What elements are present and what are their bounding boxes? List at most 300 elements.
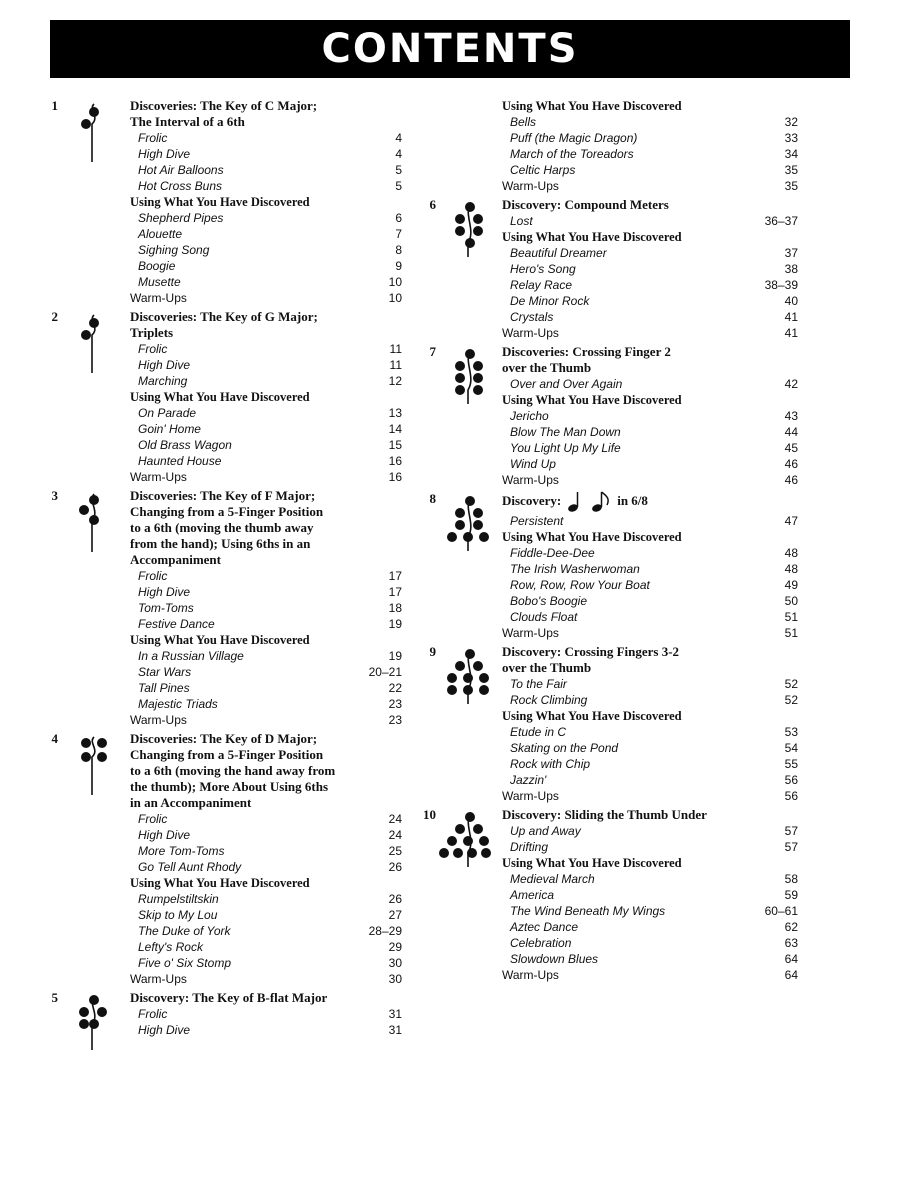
contents-row[interactable] <box>130 258 402 274</box>
section-title-line: over the Thumb <box>502 360 592 375</box>
section <box>51 990 402 1038</box>
page-number: 41 <box>784 326 798 340</box>
piece-title: Persistent <box>510 514 564 528</box>
piece-title: Clouds Float <box>510 610 578 624</box>
contents-row[interactable] <box>502 951 798 967</box>
piece-title: Boogie <box>138 259 176 273</box>
warm-ups-row[interactable] <box>130 712 402 728</box>
section-title-line: the thumb); More About Using 6ths <box>130 779 329 794</box>
piece-title: Rumpelstiltskin <box>138 892 219 906</box>
section-number: 2 <box>51 309 58 324</box>
contents-row[interactable] <box>502 213 798 229</box>
section-title-line: Discovery: The Key of B-flat Major <box>130 990 328 1005</box>
page-number: 5 <box>395 179 402 193</box>
subheading: Using What You Have Discovered <box>130 390 310 404</box>
page-number: 49 <box>784 578 798 592</box>
contents-row[interactable] <box>502 919 798 935</box>
contents-row[interactable] <box>130 664 402 680</box>
contents-row[interactable] <box>130 341 402 357</box>
piece-title: The Wind Beneath My Wings <box>510 904 666 918</box>
page-number: 20–21 <box>368 665 402 679</box>
contents-row[interactable] <box>502 839 798 855</box>
piece-title: Tall Pines <box>138 681 190 695</box>
piece-title: Go Tell Aunt Rhody <box>138 860 242 874</box>
page-number: 36–37 <box>764 214 798 228</box>
contents-row[interactable] <box>130 210 402 226</box>
section-title-line: from the hand); Using 6ths in an <box>130 536 311 551</box>
contents-row[interactable] <box>502 245 798 261</box>
tree-icon <box>438 493 498 553</box>
page-number: 30 <box>388 956 402 970</box>
subheading: Using What You Have Discovered <box>130 195 310 209</box>
page-number: 24 <box>388 828 402 842</box>
piece-title: Shepherd Pipes <box>138 211 224 225</box>
page-number: 26 <box>388 860 402 874</box>
piece-title: Frolic <box>138 1007 168 1021</box>
page-number: 19 <box>388 649 402 663</box>
warm-ups-row[interactable] <box>502 472 798 488</box>
page-number: 14 <box>388 422 402 436</box>
contents-row[interactable] <box>502 724 798 740</box>
section-title-line: in an Accompaniment <box>130 795 252 810</box>
piece-title: Majestic Triads <box>138 697 218 711</box>
page-number: 7 <box>395 227 402 241</box>
page-number: 11 <box>389 358 402 372</box>
piece-title: Blow The Man Down <box>510 425 621 439</box>
section <box>429 344 798 488</box>
page-number: 52 <box>784 693 798 707</box>
page-number: 24 <box>388 812 402 826</box>
contents-row[interactable] <box>130 680 402 696</box>
warm-ups-row[interactable] <box>130 290 402 306</box>
section-title-line: Discoveries: Crossing Finger 2 <box>502 344 671 359</box>
contents-row[interactable] <box>502 261 798 277</box>
contents-row[interactable] <box>130 130 402 146</box>
contents-row[interactable] <box>130 568 402 584</box>
warm-ups-row[interactable] <box>502 625 798 641</box>
contents-row[interactable] <box>130 178 402 194</box>
piece-title: High Dive <box>138 585 191 599</box>
section-title-line: Discovery: Sliding the Thumb Under <box>502 807 707 822</box>
contents-row[interactable] <box>130 600 402 616</box>
page-number: 18 <box>388 601 402 615</box>
piece-title: In a Russian Village <box>138 649 244 663</box>
piece-title: Haunted House <box>138 454 222 468</box>
section-title-line: Discoveries: The Key of C Major; <box>130 98 318 113</box>
page-number: 53 <box>784 725 798 739</box>
page-number: 38 <box>784 262 798 276</box>
page-number: 45 <box>784 441 798 455</box>
left-column <box>51 98 402 1041</box>
warm-ups-label: Warm-Ups <box>502 326 559 340</box>
subheading: Using What You Have Discovered <box>130 633 310 647</box>
page-number: 4 <box>395 131 402 145</box>
page-number: 51 <box>784 626 798 640</box>
contents-row[interactable] <box>130 811 402 827</box>
piece-title: Skip to My Lou <box>138 908 218 922</box>
tree-icon <box>62 311 122 375</box>
warm-ups-row[interactable] <box>130 469 402 485</box>
contents-row[interactable] <box>502 277 798 293</box>
contents-row[interactable] <box>502 130 798 146</box>
contents-row[interactable] <box>502 513 798 529</box>
section-title-line: Changing from a 5-Finger Position <box>130 504 324 519</box>
warm-ups-row[interactable] <box>502 967 798 983</box>
piece-title: Tom-Toms <box>138 601 194 615</box>
piece-title: Old Brass Wagon <box>138 438 232 452</box>
page-number: 4 <box>395 147 402 161</box>
warm-ups-row[interactable] <box>502 325 798 341</box>
page-number: 44 <box>784 425 798 439</box>
contents-row[interactable] <box>130 584 402 600</box>
contents-row[interactable] <box>502 293 798 309</box>
contents-row[interactable] <box>502 887 798 903</box>
contents-row[interactable] <box>130 226 402 242</box>
piece-title: Frolic <box>138 131 168 145</box>
warm-ups-label: Warm-Ups <box>502 789 559 803</box>
page-number: 35 <box>784 163 798 177</box>
contents-row[interactable] <box>130 648 402 664</box>
contents-row[interactable] <box>130 843 402 859</box>
section <box>423 807 798 983</box>
page-number: 34 <box>784 147 798 161</box>
piece-title: To the Fair <box>510 677 567 691</box>
subheading: Using What You Have Discovered <box>502 856 682 870</box>
section <box>51 98 402 306</box>
page-number: 51 <box>784 610 798 624</box>
tree-icon-wrap <box>438 493 498 558</box>
page-number: 19 <box>388 617 402 631</box>
piece-title: Five o' Six Stomp <box>138 956 231 970</box>
section-continued <box>440 98 798 194</box>
contents-row[interactable] <box>502 146 798 162</box>
page-number: 16 <box>388 454 402 468</box>
contents-row[interactable] <box>502 545 798 561</box>
page-number: 46 <box>784 473 798 487</box>
piece-title: Celtic Harps <box>510 163 576 177</box>
page-number: 17 <box>388 569 402 583</box>
page-number: 52 <box>784 677 798 691</box>
piece-title: On Parade <box>138 406 197 420</box>
piece-title: Puff (the Magic Dragon) <box>510 131 638 145</box>
contents-row[interactable] <box>502 692 798 708</box>
section-number: 3 <box>51 488 58 503</box>
page-number: 8 <box>395 243 402 257</box>
piece-title: Hot Cross Buns <box>138 179 223 193</box>
section-number: 9 <box>429 644 436 659</box>
section-title <box>502 491 798 513</box>
piece-title: High Dive <box>138 358 191 372</box>
contents-row[interactable] <box>130 923 402 939</box>
warm-ups-row[interactable] <box>130 971 402 987</box>
page-number: 27 <box>388 908 402 922</box>
subheading: Using What You Have Discovered <box>130 876 310 890</box>
page-number: 10 <box>388 291 402 305</box>
piece-title: Relay Race <box>510 278 573 292</box>
page-number: 11 <box>389 342 402 356</box>
subheading: Using What You Have Discovered <box>502 99 682 113</box>
tree-icon <box>438 346 498 406</box>
contents-row[interactable] <box>502 162 798 178</box>
tree-icon-wrap <box>438 646 498 711</box>
contents-banner <box>50 20 850 78</box>
page-number: 26 <box>388 892 402 906</box>
piece-title: Up and Away <box>510 824 581 838</box>
page-number: 64 <box>784 968 798 982</box>
piece-title: Crystals <box>510 310 554 324</box>
warm-ups-label: Warm-Ups <box>502 968 559 982</box>
page-number: 54 <box>784 741 798 755</box>
page-number: 48 <box>784 562 798 576</box>
contents-row[interactable] <box>130 162 402 178</box>
page-number: 50 <box>784 594 798 608</box>
tree-icon-wrap <box>62 992 122 1057</box>
piece-title: Row, Row, Row Your Boat <box>510 578 650 592</box>
section-title-line: Discoveries: The Key of F Major; <box>130 488 316 503</box>
contents-row[interactable] <box>130 939 402 955</box>
piece-title: Frolic <box>138 342 168 356</box>
page-number: 29 <box>388 940 402 954</box>
page-number: 41 <box>784 310 798 324</box>
piece-title: Frolic <box>138 569 168 583</box>
page-number: 64 <box>784 952 798 966</box>
piece-title: Celebration <box>510 936 572 950</box>
contents-row[interactable] <box>130 453 402 469</box>
page-number: 12 <box>388 374 402 388</box>
warm-ups-label: Warm-Ups <box>130 291 187 305</box>
contents-row[interactable] <box>130 405 402 421</box>
page-number: 37 <box>784 246 798 260</box>
contents-row[interactable] <box>130 146 402 162</box>
section-title-line: Triplets <box>130 325 174 340</box>
section-title-line: Discoveries: The Key of G Major; <box>130 309 318 324</box>
section-title-line: Changing from a 5-Finger Position <box>130 747 324 762</box>
page-number: 48 <box>784 546 798 560</box>
page-number: 42 <box>784 377 798 391</box>
contents-row[interactable] <box>130 955 402 971</box>
piece-title: You Light Up My Life <box>510 441 621 455</box>
piece-title: Wind Up <box>510 457 556 471</box>
piece-title: High Dive <box>138 1023 191 1037</box>
page-number: 40 <box>784 294 798 308</box>
page-number: 62 <box>784 920 798 934</box>
piece-title: Skating on the Pond <box>510 741 619 755</box>
contents-row[interactable] <box>130 373 402 389</box>
page-number: 38–39 <box>764 278 798 292</box>
section <box>429 644 798 804</box>
contents-row[interactable] <box>130 242 402 258</box>
page-number: 25 <box>388 844 402 858</box>
piece-title: America <box>510 888 555 902</box>
tree-icon <box>62 490 122 554</box>
warm-ups-label: Warm-Ups <box>130 972 187 986</box>
warm-ups-label: Warm-Ups <box>130 713 187 727</box>
page-number: 28–29 <box>368 924 402 938</box>
warm-ups-label: Warm-Ups <box>502 626 559 640</box>
piece-title: Rock Climbing <box>510 693 588 707</box>
page-number: 47 <box>784 514 798 528</box>
section-title-line: to a 6th (moving the hand away from <box>130 763 336 778</box>
piece-title: Alouette <box>138 227 183 241</box>
tree-icon-wrap <box>438 346 498 411</box>
tree-icon <box>438 199 498 259</box>
section-title-line: to a 6th (moving the thumb away <box>130 520 314 535</box>
page-number: 59 <box>784 888 798 902</box>
page-number: 23 <box>388 713 402 727</box>
piece-title: High Dive <box>138 828 191 842</box>
warm-ups-label: Warm-Ups <box>502 473 559 487</box>
piece-title: Drifting <box>510 840 549 854</box>
contents-row[interactable] <box>502 593 798 609</box>
section <box>51 309 402 485</box>
section-title-line: The Interval of a 6th <box>130 114 245 129</box>
tree-icon-wrap <box>62 490 122 559</box>
contents-row[interactable] <box>502 740 798 756</box>
page-number: 13 <box>388 406 402 420</box>
contents-row[interactable] <box>502 408 798 424</box>
page-number: 55 <box>784 757 798 771</box>
contents-row[interactable] <box>502 676 798 692</box>
piece-title: High Dive <box>138 147 191 161</box>
piece-title: Sighing Song <box>138 243 210 257</box>
contents-row[interactable] <box>130 891 402 907</box>
contents-row[interactable] <box>502 440 798 456</box>
warm-ups-label: Warm-Ups <box>502 179 559 193</box>
contents-row[interactable] <box>130 357 402 373</box>
page-number: 43 <box>784 409 798 423</box>
contents-row[interactable] <box>130 696 402 712</box>
page-number: 58 <box>784 872 798 886</box>
piece-title: Jazzin' <box>510 773 547 787</box>
contents-row[interactable] <box>502 609 798 625</box>
section-number: 10 <box>423 807 436 822</box>
contents-row[interactable] <box>502 756 798 772</box>
piece-title: Over and Over Again <box>510 377 623 391</box>
tree-icon <box>438 809 498 869</box>
contents-row[interactable] <box>502 309 798 325</box>
piece-title: March of the Toreadors <box>510 147 634 161</box>
piece-title: Jericho <box>510 409 549 423</box>
contents-row[interactable] <box>502 424 798 440</box>
contents-row[interactable] <box>502 935 798 951</box>
section-title-prefix: Discovery: <box>502 492 562 508</box>
piece-title: De Minor Rock <box>510 294 590 308</box>
quarter-eighth-note-icon <box>565 491 613 513</box>
piece-title: Rock with Chip <box>510 757 591 771</box>
piece-title: Bobo's Boogie <box>510 594 588 608</box>
right-column <box>423 98 798 986</box>
page-number: 6 <box>395 211 402 225</box>
piece-title: Slowdown Blues <box>510 952 599 966</box>
piece-title: Etude in C <box>510 725 567 739</box>
piece-title: Lefty's Rock <box>138 940 203 954</box>
page-number: 32 <box>784 115 798 129</box>
subheading: Using What You Have Discovered <box>502 393 682 407</box>
contents-row[interactable] <box>130 421 402 437</box>
section-title-line: Discoveries: The Key of D Major; <box>130 731 318 746</box>
piece-title: Aztec Dance <box>510 920 579 934</box>
section <box>51 731 402 987</box>
contents-row[interactable] <box>502 561 798 577</box>
contents-row[interactable] <box>502 456 798 472</box>
page-number: 5 <box>395 163 402 177</box>
page-number: 15 <box>388 438 402 452</box>
tree-icon <box>438 646 498 706</box>
page-number: 56 <box>784 789 798 803</box>
contents-row[interactable] <box>130 616 402 632</box>
page-number: 63 <box>784 936 798 950</box>
page-number: 57 <box>784 824 798 838</box>
warm-ups-row[interactable] <box>502 178 798 194</box>
page-number: 33 <box>784 131 798 145</box>
section-title-line: over the Thumb <box>502 660 592 675</box>
page-number: 22 <box>388 681 402 695</box>
page-number: 35 <box>784 179 798 193</box>
contents-row[interactable] <box>502 114 798 130</box>
contents-row[interactable] <box>130 859 402 875</box>
piece-title: Star Wars <box>138 665 192 679</box>
piece-title: Fiddle-Dee-Dee <box>510 546 595 560</box>
page-number: 31 <box>388 1007 402 1021</box>
warm-ups-label: Warm-Ups <box>130 470 187 484</box>
section-number: 8 <box>429 491 436 506</box>
subheading: Using What You Have Discovered <box>502 530 682 544</box>
contents-row[interactable] <box>502 772 798 788</box>
section-title-line: Accompaniment <box>130 552 221 567</box>
piece-title: Hot Air Balloons <box>138 163 224 177</box>
page-number: 56 <box>784 773 798 787</box>
contents-row[interactable] <box>130 907 402 923</box>
page-number: 30 <box>388 972 402 986</box>
tree-icon-wrap <box>438 199 498 264</box>
contents-row[interactable] <box>502 903 798 919</box>
contents-row[interactable] <box>502 376 798 392</box>
section-title-line: Discovery: Crossing Fingers 3-2 <box>502 644 680 659</box>
page-number: 31 <box>388 1023 402 1037</box>
contents-row[interactable] <box>502 823 798 839</box>
page-number: 57 <box>784 840 798 854</box>
page-title: CONTENTS <box>321 26 579 72</box>
contents-row[interactable] <box>130 1006 402 1022</box>
contents-row[interactable] <box>502 871 798 887</box>
contents-row[interactable] <box>502 577 798 593</box>
piece-title: The Duke of York <box>138 924 231 938</box>
tree-icon-wrap <box>62 311 122 380</box>
section-number: 7 <box>429 344 436 359</box>
page-number: 60–61 <box>764 904 798 918</box>
section <box>429 197 798 341</box>
contents-row[interactable] <box>130 827 402 843</box>
section-number: 1 <box>51 98 58 113</box>
page-number: 17 <box>388 585 402 599</box>
contents-row[interactable] <box>130 1022 402 1038</box>
piece-title: Frolic <box>138 812 168 826</box>
piece-title: Festive Dance <box>138 617 215 631</box>
warm-ups-row[interactable] <box>502 788 798 804</box>
subheading: Using What You Have Discovered <box>502 230 682 244</box>
tree-icon <box>62 100 122 164</box>
section-title-suffix: in 6/8 <box>617 492 648 508</box>
section-number: 4 <box>51 731 58 746</box>
page-number: 16 <box>388 470 402 484</box>
contents-row[interactable] <box>130 437 402 453</box>
section <box>429 491 798 641</box>
piece-title: Goin' Home <box>138 422 201 436</box>
section <box>51 488 402 728</box>
piece-title: Lost <box>510 214 533 228</box>
contents-row[interactable] <box>130 274 402 290</box>
section-title-line: Discovery: Compound Meters <box>502 197 669 212</box>
